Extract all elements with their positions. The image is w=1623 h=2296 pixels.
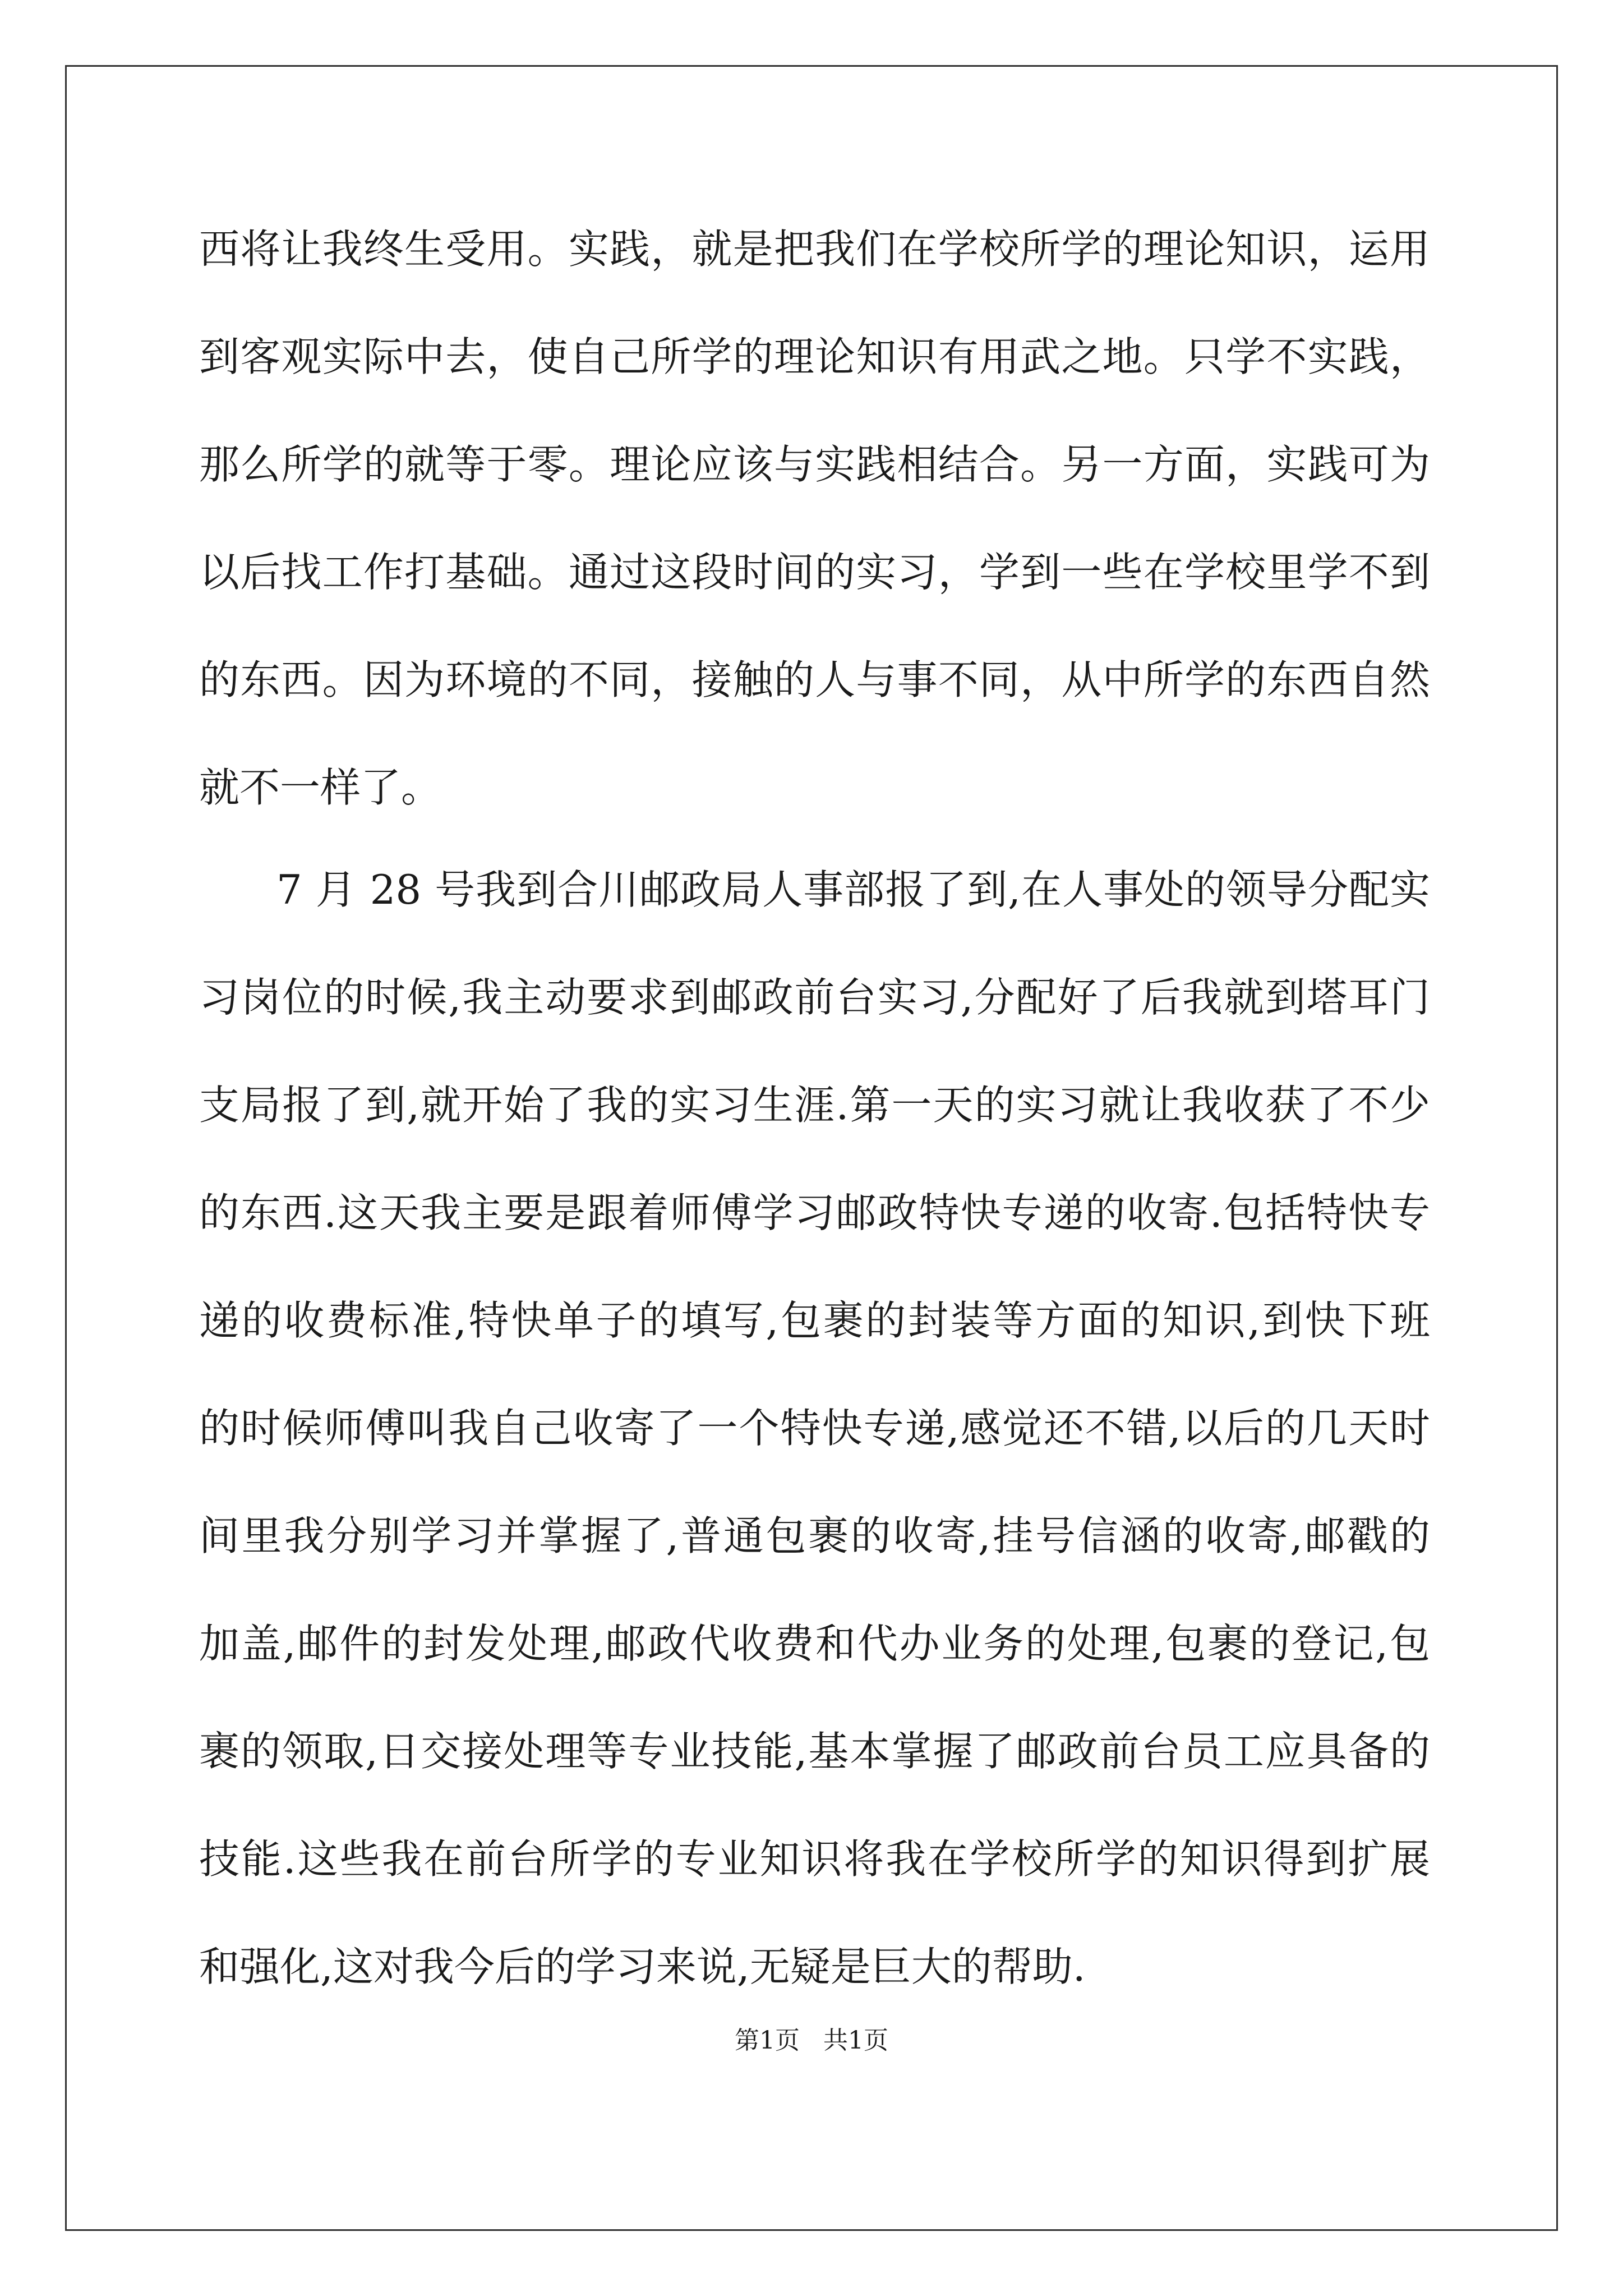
text-line: 到客观实际中去，使自己所学的理论知识有用武之地。只学不实践， bbox=[199, 333, 1430, 380]
text-line: 技能.这些我在前台所学的专业知识将我在学校所学的知识得到扩展 bbox=[199, 1835, 1430, 1883]
text-line: 习岗位的时候,我主动要求到邮政前台实习,分配好了后我就到塔耳门 bbox=[199, 974, 1430, 1021]
text-line: 裹的领取,日交接处理等专业技能,基本掌握了邮政前台员工应具备的 bbox=[199, 1728, 1430, 1775]
text-line: 间里我分别学习并掌握了,普通包裹的收寄,挂号信涵的收寄,邮戳的 bbox=[199, 1512, 1430, 1559]
text-line: 那么所学的就等于零。理论应该与实践相结合。另一方面，实践可为 bbox=[199, 441, 1430, 488]
text-line: 加盖,邮件的封发处理,邮政代收费和代办业务的处理,包裹的登记,包 bbox=[199, 1620, 1430, 1667]
text-line: 和强化,这对我今后的学习来说,无疑是巨大的帮助. bbox=[199, 1943, 1086, 1990]
text-line: 就不一样了。 bbox=[199, 764, 442, 811]
text-line: 以后找工作打基础。通过这段时间的实习，学到一些在学校里学不到 bbox=[199, 549, 1430, 596]
text-line: 的东西.这天我主要是跟着师傅学习邮政特快专递的收寄.包括特快专 bbox=[199, 1189, 1430, 1236]
page-footer bbox=[0, 2024, 1623, 2058]
text-line: 支局报了到,就开始了我的实习生涯.第一天的实习就让我收获了不少 bbox=[199, 1082, 1430, 1129]
text-line: 的东西。因为环境的不同，接触的人与事不同，从中所学的东西自然 bbox=[199, 656, 1430, 703]
page-total: 共1页 bbox=[823, 2026, 888, 2055]
text-line: 西将让我终生受用。实践，就是把我们在学校所学的理论知识，运用 bbox=[199, 226, 1430, 273]
text-line: 递的收费标准,特快单子的填写,包裹的封装等方面的知识,到快下班 bbox=[199, 1297, 1430, 1344]
text-line: 7 月 28 号我到合川邮政局人事部报了到,在人事处的领导分配实 bbox=[276, 866, 1430, 913]
text-line: 的时候师傅叫我自己收寄了一个特快专递,感觉还不错,以后的几天时 bbox=[199, 1405, 1430, 1452]
page-number: 第1页 bbox=[735, 2026, 800, 2055]
